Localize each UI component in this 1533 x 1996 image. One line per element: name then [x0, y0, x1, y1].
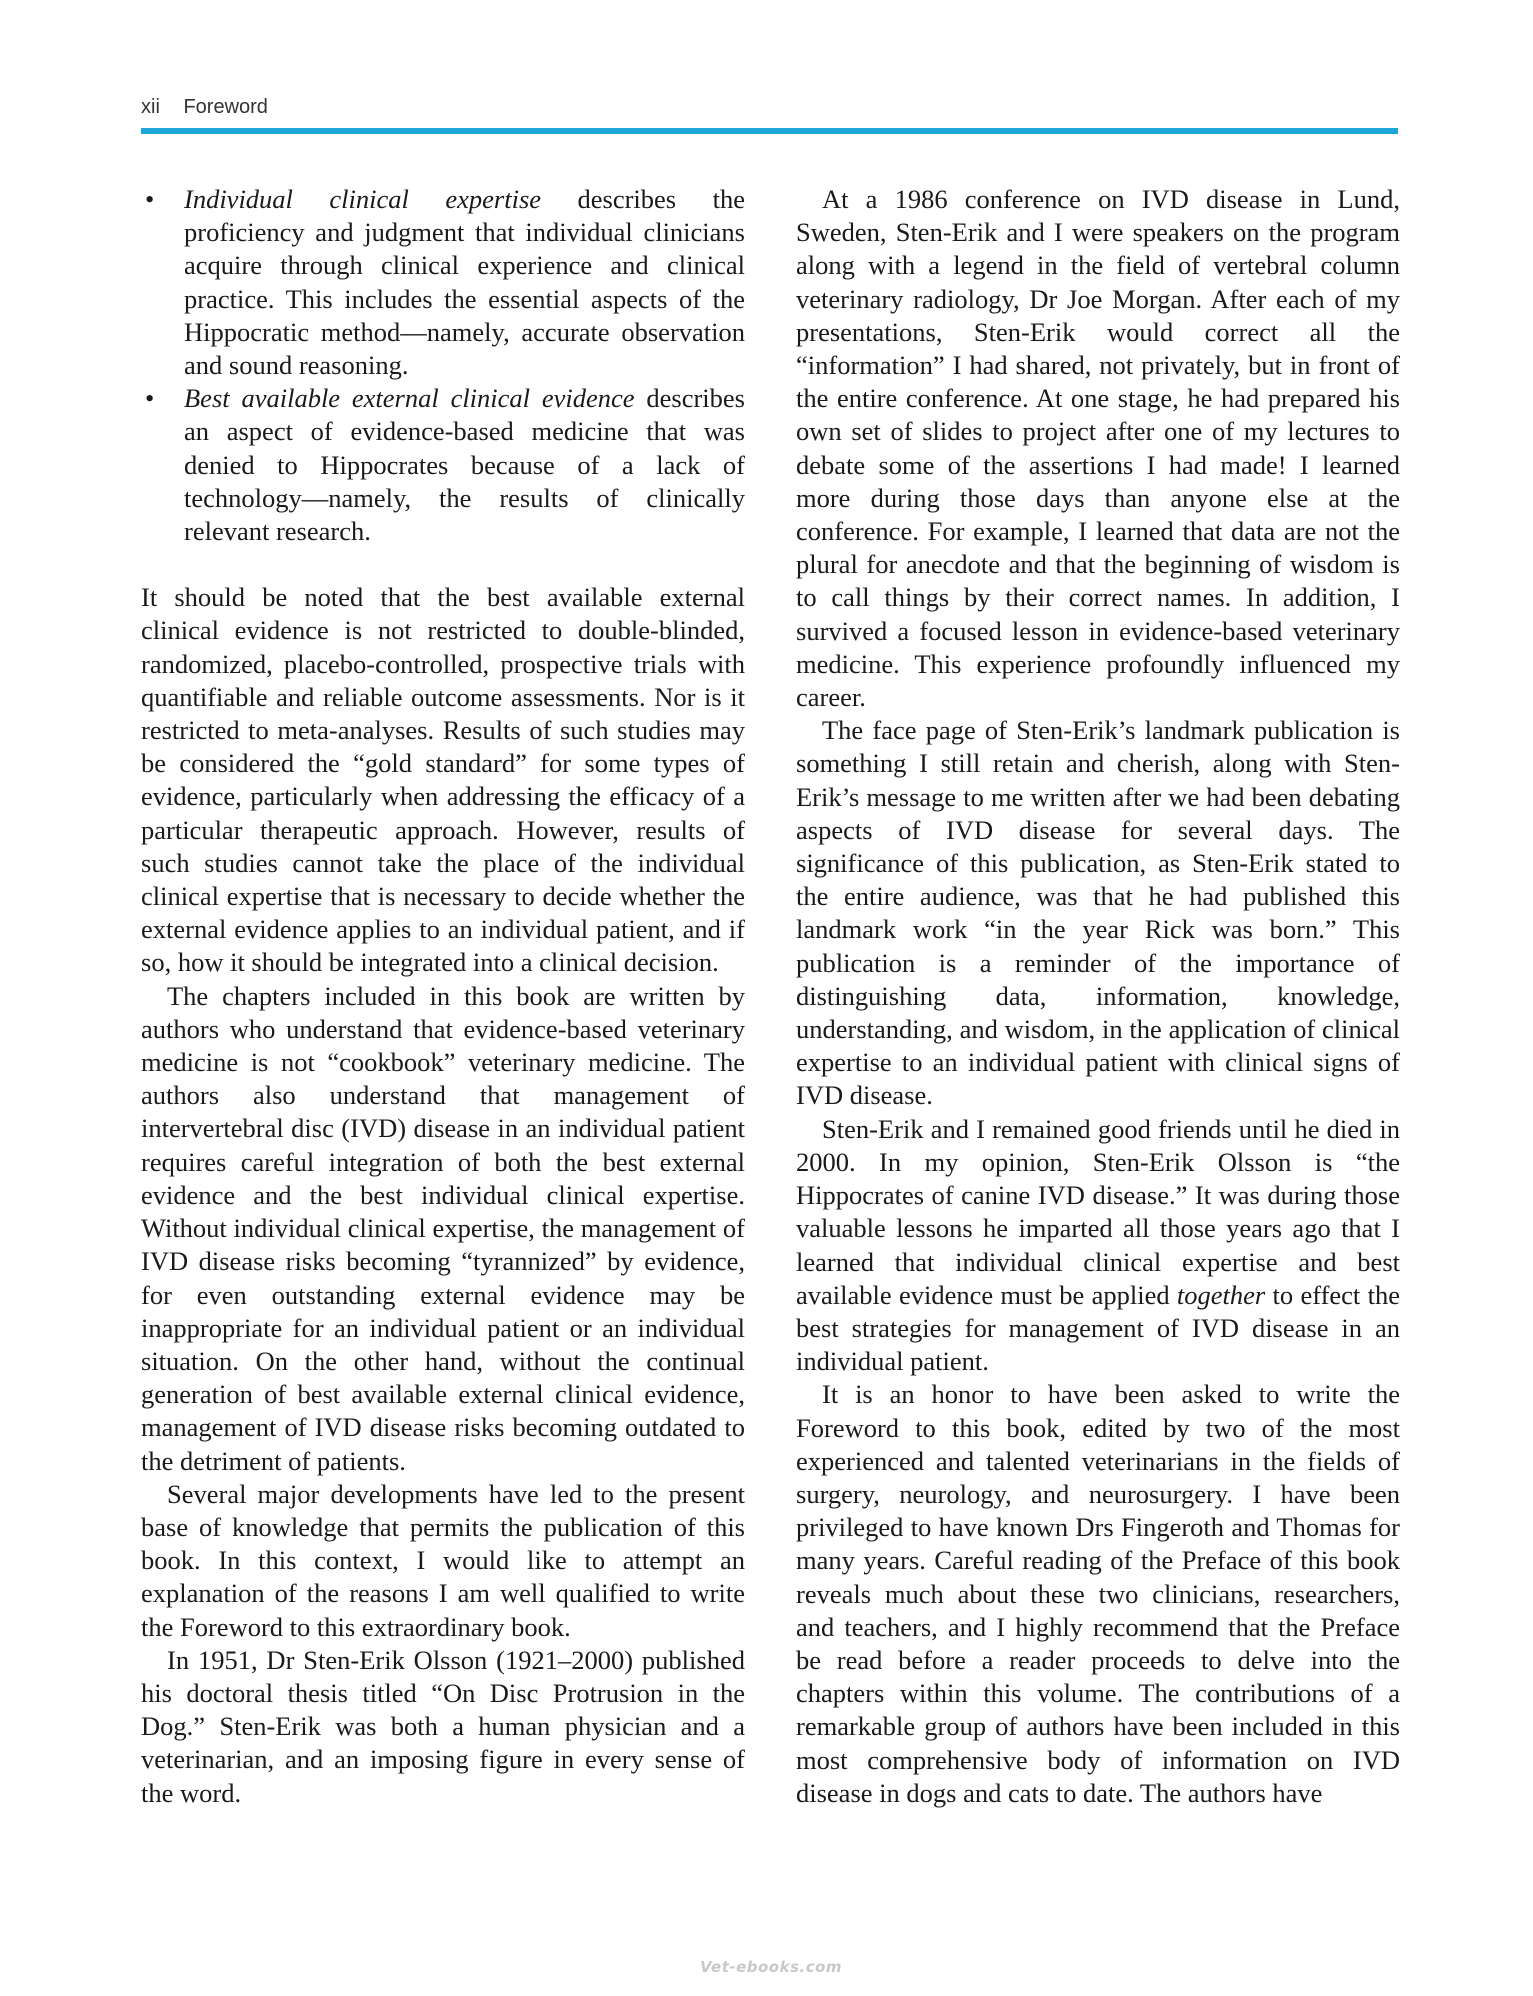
- paragraph: In 1951, Dr Sten-Erik Olsson (1921–2000) published his doctoral thesis titled “On Disc Protrusion in the Dog.” Sten-Erik was both a human physician and a veterinarian, and an imposing figure in every sense of the word.: [141, 1644, 745, 1808]
- watermark: Vet-ebooks.com: [700, 1958, 843, 1976]
- bullet-item: [141, 382, 745, 548]
- paragraph: [796, 1113, 1400, 1379]
- paragraph: Several major developments have led to the present base of knowledge that permits the publication of this book. In this context, I would like to attempt an explanation of the reasons I am well qualified to write the Foreword to this extraordinary book.: [141, 1478, 745, 1642]
- right-column: [796, 183, 1400, 1810]
- bullet-lead: Best available external clinical evidence: [184, 383, 635, 414]
- bullet-text: describes an aspect of evidence-based medicine that was denied to Hippocrates because of a lack of technology—namely, the results of clinically relevant research.: [184, 383, 745, 547]
- emphasis: together: [1176, 1279, 1266, 1310]
- page-number: xii: [141, 96, 160, 118]
- paragraph-text: to effect the best strategies for management of IVD disease in an individual patient.: [796, 1279, 1400, 1377]
- bullet-text: describes the proficiency and judgment that individual clinicians acquire through clinical experience and clinical practice. This includes the essential aspects of the Hippocratic method—namely, accurate observation and sound reasoning.: [184, 184, 745, 381]
- paragraph: It should be noted that the best available external clinical evidence is not restricted to double-blinded, randomized, placebo-controlled, prospective trials with quantifiable and reliable outcome assessments. Nor is it restricted to meta-analyses. Results of such studies may be considered the “gold standard” for some types of evidence, particularly when addressing the efficacy of a particular therapeutic approach. However, results of such studies cannot take the place of the individual clinical expertise that is necessary to decide whether the external evidence applies to an individual patient, and if so, how it should be integrated into a clinical decision.: [141, 582, 745, 978]
- paragraph: The face page of Sten-Erik’s landmark publication is something I still retain and cherish, along with Sten-Erik’s message to me written after we had been debating aspects of IVD disease for several days. The significance of this publication, as Sten-Erik stated to the entire audience, was that he had published this landmark work “in the year Rick was born.” This publication is a reminder of the importance of distinguishing data, information, knowledge, understanding, and wisdom, in the application of clinical expertise to an individual patient with clinical signs of IVD disease.: [796, 715, 1400, 1111]
- paragraph: It is an honor to have been asked to write the Foreword to this book, edited by two of the most experienced and talented veterinarians in the fields of surgery, neurology, and neurosurgery. I have been privileged to have known Drs Fingeroth and Thomas for many years. Careful reading of the Preface of this book reveals much about these two clinicians, researchers, and teachers, and I highly recommend that the Preface be read before a reader proceeds to delve into the chapters within this volume. The contributions of a remarkable group of authors have been included in this most comprehensive body of information on IVD disease in dogs and cats to date. The authors have: [796, 1379, 1400, 1808]
- bullet-icon: •: [145, 184, 155, 214]
- bullet-icon: •: [145, 383, 155, 414]
- section-title: Foreword: [183, 96, 268, 118]
- running-head: [141, 96, 268, 119]
- bullet-item: [141, 183, 745, 382]
- bullet-lead: Individual clinical expertise: [184, 184, 542, 214]
- header-rule: [141, 128, 1398, 134]
- paragraph: The chapters included in this book are written by authors who understand that evidence-based veterinary medicine is not “cookbook” veterinary medicine. The authors also understand that management of intervertebral disc (IVD) disease in an individual patient requires careful integration of both the best external evidence and the best individual clinical expertise. Without individual clinical expertise, the management of IVD disease risks becoming “tyrannized” by evidence, for even outstanding external evidence may be inappropriate for an individual patient or an individual situation. On the other hand, without the continual generation of best available external clinical evidence, management of IVD disease risks becoming outdated to the detriment of patients.: [141, 980, 745, 1476]
- bullet-list: [141, 183, 745, 548]
- paragraph-text: Sten-Erik and I remained good friends until he died in 2000. In my opinion, Sten-Erik Olsson is “the Hippocrates of canine IVD disease.” It was during those valuable lessons he imparted all those years ago that I learned that individual clinical expertise and best available evidence must be applied: [796, 1113, 1400, 1310]
- paragraph: At a 1986 conference on IVD disease in Lund, Sweden, Sten-Erik and I were speakers on the program along with a legend in the field of vertebral column veterinary radiology, Dr Joe Morgan. After each of my presentations, Sten-Erik would correct all the “information” I had shared, not privately, but in front of the entire conference. At one stage, he had prepared his own set of slides to project after one of my lectures to debate some of the assertions I had made! I learned more during those days than anyone else at the conference. For example, I learned that data are not the plural for anecdote and that the beginning of wisdom is to call things by their correct names. In addition, I survived a focused lesson in evidence-based veterinary medicine. This experience profoundly influenced my career.: [796, 184, 1400, 713]
- left-column: [141, 183, 745, 1810]
